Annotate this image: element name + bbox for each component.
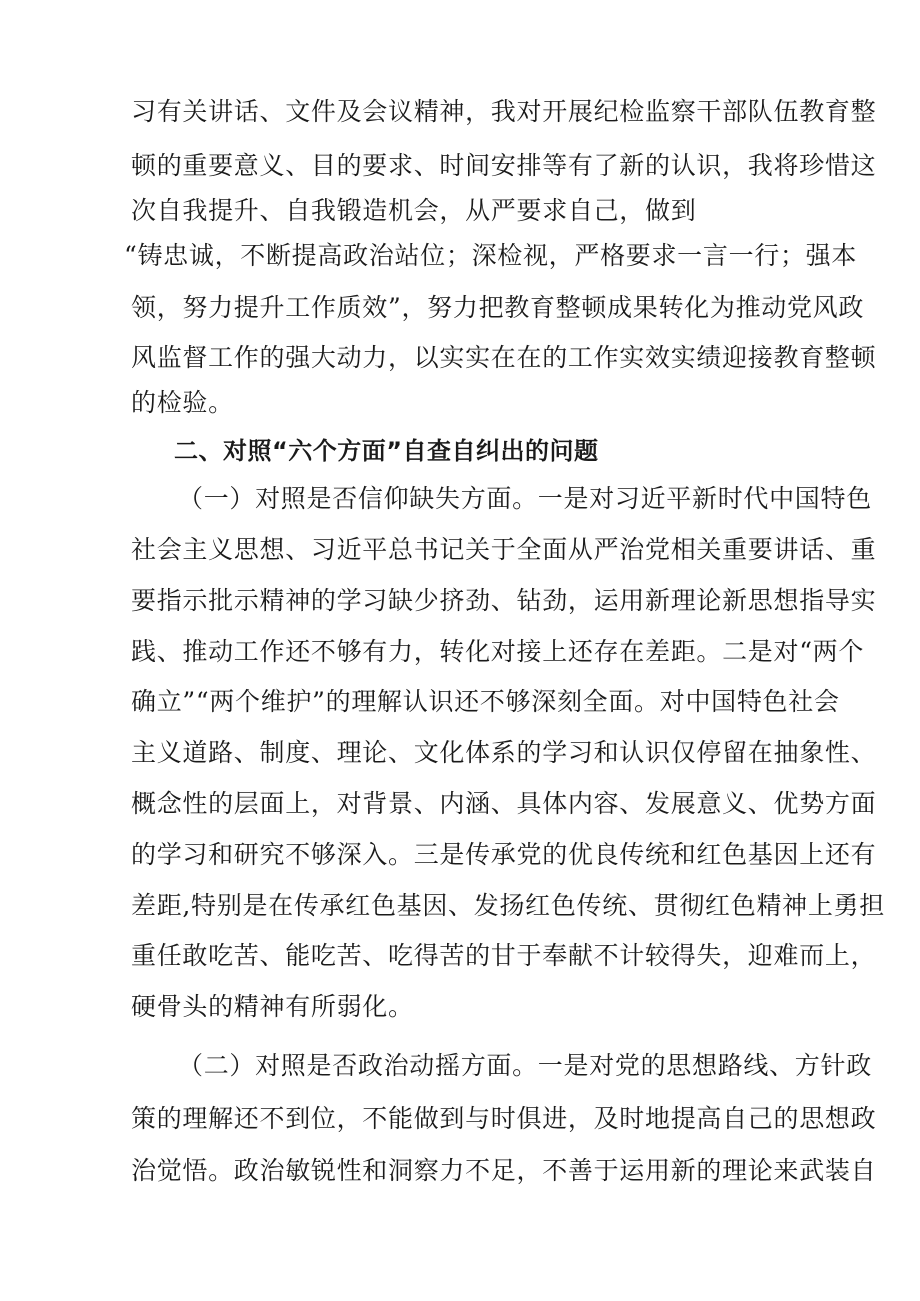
paragraph-2-line-11: 硬骨头的精神有所弱化。	[131, 992, 414, 1021]
paragraph-1-line-2: 顿的重要意义、目的要求、时间安排等有了新的认识，我将珍惜这	[131, 151, 877, 180]
paragraph-2-line-2: 社会主义思想、习近平总书记关于全面从严治党相关重要讲话、重	[131, 535, 877, 564]
paragraph-2-line-1: （一）对照是否信仰缺失方面。一是对习近平新时代中国特色	[178, 484, 872, 513]
paragraph-2-line-4: 践、推动工作还不够有力，转化对接上还存在差距。二是对“两个	[131, 637, 865, 666]
paragraph-3-line-1: （二）对照是否政治动摇方面。一是对党的思想路线、方针政	[178, 1051, 872, 1080]
paragraph-1-line-7: 的检验。	[131, 388, 234, 417]
paragraph-2-line-3: 要指示批示精神的学习缺少挤劲、钻劲，运用新理论新思想指导实	[131, 586, 877, 615]
paragraph-1-line-5: 领，努力提升工作质效”，努力把教育整顿成果转化为推动党风政	[131, 293, 865, 322]
paragraph-2-line-8: 的学习和研究不够深入。三是传承党的优良传统和红色基因上还有	[131, 840, 877, 869]
paragraph-1-line-3: 次自我提升、自我锻造机会，从严要求自己，做到	[131, 196, 697, 225]
paragraph-2-line-5: 确立”“两个维护”的理解认识还不够深刻全面。对中国特色社会	[131, 687, 840, 716]
paragraph-1-line-4: “铸忠诚，不断提高政治站位；深检视，严格要求一言一行；强本	[124, 241, 858, 270]
paragraph-2-line-10: 重任敢吃苦、能吃苦、吃得苦的甘于奉献不计较得失，迎难而上，	[131, 941, 877, 970]
section-heading: 二、对照“六个方面”自查自纠出的问题	[174, 437, 599, 465]
paragraph-2-line-9: 差距,特别是在传承红色基因、发扬红色传统、贯彻红色精神上勇担	[131, 891, 885, 920]
paragraph-2-line-6: 主义道路、制度、理论、文化体系的学习和认识仅停留在抽象性、	[131, 738, 877, 767]
paragraph-1-line-1: 习有关讲话、文件及会议精神，我对开展纪检监察干部队伍教育整	[131, 97, 877, 126]
paragraph-2-line-7: 概念性的层面上，对背景、内涵、具体内容、发展意义、优势方面	[131, 789, 877, 818]
paragraph-3-line-3: 治觉悟。政治敏锐性和洞察力不足，不善于运用新的理论来武装自	[131, 1156, 877, 1185]
paragraph-3-line-2: 策的理解还不到位，不能做到与时俱进，及时地提高自己的思想政	[131, 1104, 877, 1133]
paragraph-1-line-6: 风监督工作的强大动力，以实实在在的工作实效实绩迎接教育整顿	[131, 343, 877, 372]
